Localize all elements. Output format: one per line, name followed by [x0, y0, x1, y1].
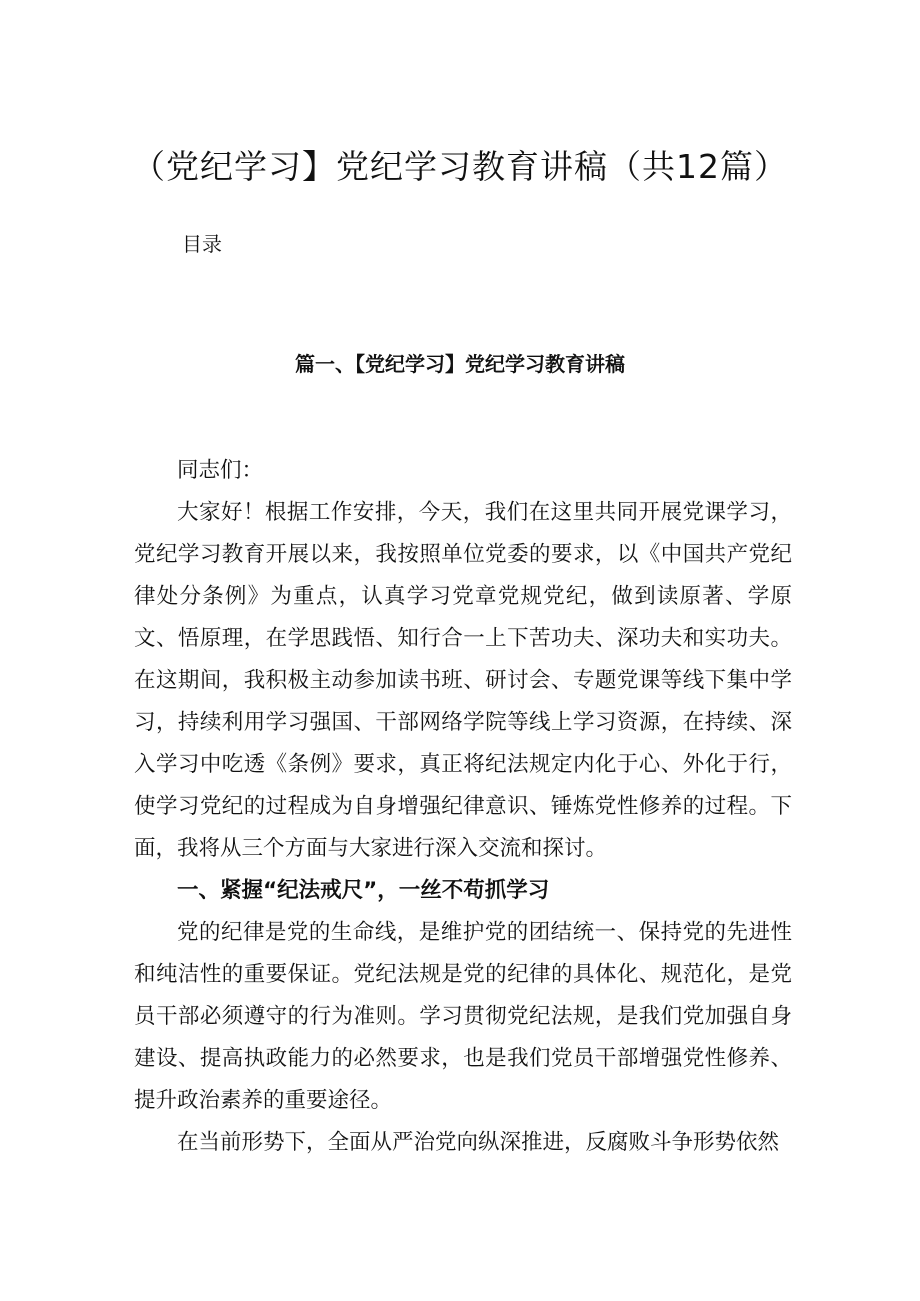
- document-body: [134, 450, 792, 1164]
- subsection-heading: 一、紧握“纪法戒尺”，一丝不苟抓学习: [177, 878, 550, 903]
- paragraph-situation: 在当前形势下，全面从严治党向纵深推进，反腐败斗争形势依然: [177, 1130, 780, 1155]
- salutation: 同志们：: [177, 458, 264, 483]
- paragraph-discipline: 党的纪律是党的生命线，是维护党的团结统一、保持党的先进性和纯洁性的重要保证。党纪法规是党的纪律的具体化、规范化，是党员干部必须遵守的行为准则。学习贯彻党纪法规，是我们党加强自身建设、提高执政能力的必然要求，也是我们党员干部增强党性修养、提升政治素养的重要途径。: [134, 920, 792, 1113]
- document-title: （党纪学习】党纪学习教育讲稿（共12篇）: [132, 147, 788, 186]
- paragraph-intro: 大家好！根据工作安排，今天，我们在这里共同开展党课学习，党纪学习教育开展以来，我按照单位党委的要求，以《中国共产党纪律处分条例》为重点，认真学习党章党规党纪，做到读原著、学原文、悟原理，在学思践悟、知行合一上下苦功夫、深功夫和实功夫。在这期间，我积极主动参加读书班、研讨会、专题党课等线下集中学习，持续利用学习强国、干部网络学院等线上学习资源，在持续、深入学习中吃透《条例》要求，真正将纪法规定内化于心、外化于行，使学习党纪的过程成为自身增强纪律意识、锤炼党性修养的过程。下面，我将从三个方面与大家进行深入交流和探讨。: [134, 500, 792, 861]
- section-title: 篇一、【党纪学习】党纪学习教育讲稿: [295, 352, 625, 376]
- table-of-contents-label: 目录: [182, 232, 222, 256]
